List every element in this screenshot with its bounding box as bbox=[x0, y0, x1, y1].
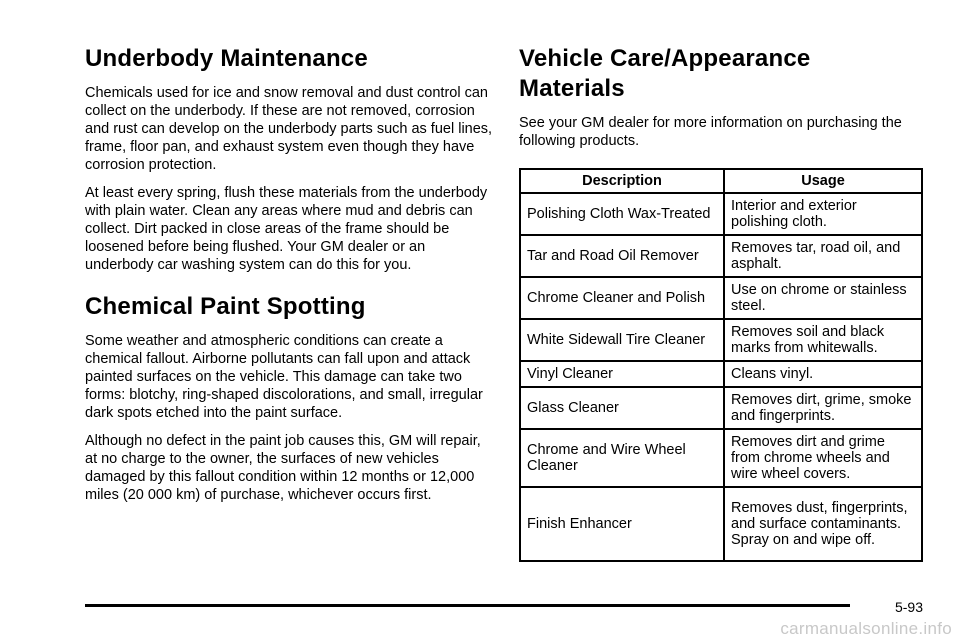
header-description: Description bbox=[520, 169, 724, 193]
row-description: Chrome Cleaner and Polish bbox=[520, 277, 724, 319]
table-row bbox=[520, 319, 922, 361]
left-column bbox=[85, 44, 495, 514]
row-usage: Removes soil and black marks from whitewalls. bbox=[724, 319, 922, 361]
row-description: Glass Cleaner bbox=[520, 387, 724, 429]
underbody-paragraph-2: At least every spring, flush these materials from the underbody with plain water. Clean any areas where mud and debris can collect. Dirt packed in close areas of the frame should be loosened before being flushed. Your GM dealer or an underbody car washing system can do this for you. bbox=[85, 185, 488, 273]
vehicle-care-intro: See your GM dealer for more information on purchasing the following products. bbox=[519, 115, 902, 149]
table-row bbox=[520, 361, 922, 387]
vehicle-care-heading: Vehicle Care/Appearance Materials bbox=[519, 45, 811, 102]
right-column bbox=[519, 44, 923, 562]
underbody-maintenance-heading: Underbody Maintenance bbox=[85, 45, 368, 72]
table-row bbox=[520, 429, 922, 487]
footer-rule bbox=[85, 604, 850, 607]
header-usage: Usage bbox=[724, 169, 922, 193]
paint-spotting-paragraph-1: Some weather and atmospheric conditions can create a chemical fallout. Airborne pollutants can fall upon and attack painted surfaces on the vehicle. This damage can take two forms: blotchy, ring-shaped discolorations, and small, irregular dark spots etched into the paint surface. bbox=[85, 333, 483, 421]
row-usage: Use on chrome or stainless steel. bbox=[724, 277, 922, 319]
page-number: 5-93 bbox=[894, 599, 923, 615]
table-row bbox=[520, 387, 922, 429]
row-description: Finish Enhancer bbox=[520, 487, 724, 561]
row-usage: Cleans vinyl. bbox=[724, 361, 922, 387]
underbody-paragraph-1: Chemicals used for ice and snow removal and dust control can collect on the underbody. If these are not removed, corrosion and rust can develop on the underbody parts such as fuel lines, frame, floor pan, and exhaust system even though they have corrosion protection. bbox=[85, 85, 493, 173]
row-description: White Sidewall Tire Cleaner bbox=[520, 319, 724, 361]
table-header-row bbox=[520, 169, 922, 193]
row-usage: Removes dirt, grime, smoke and fingerprints. bbox=[724, 387, 922, 429]
row-usage: Removes dirt and grime from chrome wheels and wire wheel covers. bbox=[724, 429, 922, 487]
paint-spotting-paragraph-2: Although no defect in the paint job causes this, GM will repair, at no charge to the owner, the surfaces of new vehicles damaged by this fallout condition within 12 months or 12,000 miles (20 000 km) of purchase, whichever occurs first. bbox=[85, 433, 481, 503]
chemical-paint-spotting-heading: Chemical Paint Spotting bbox=[85, 293, 366, 320]
table-row bbox=[520, 277, 922, 319]
table-row bbox=[520, 235, 922, 277]
table-row bbox=[520, 193, 922, 235]
watermark: carmanualsonline.info bbox=[780, 619, 952, 638]
row-usage: Removes tar, road oil, and asphalt. bbox=[724, 235, 922, 277]
row-description: Tar and Road Oil Remover bbox=[520, 235, 724, 277]
row-description: Vinyl Cleaner bbox=[520, 361, 724, 387]
row-usage: Removes dust, fingerprints, and surface contaminants. Spray on and wipe off. bbox=[724, 487, 922, 561]
table-row bbox=[520, 487, 922, 561]
row-description: Chrome and Wire Wheel Cleaner bbox=[520, 429, 724, 487]
row-usage: Interior and exterior polishing cloth. bbox=[724, 193, 922, 235]
row-description: Polishing Cloth Wax-Treated bbox=[520, 193, 724, 235]
care-materials-table bbox=[519, 168, 923, 562]
